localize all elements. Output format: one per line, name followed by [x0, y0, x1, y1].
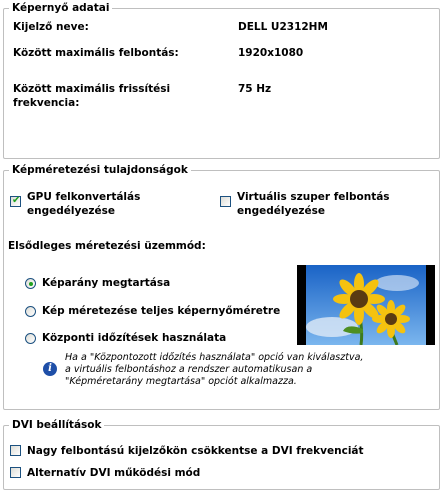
- info-icon: i: [43, 362, 57, 376]
- vsr-checkbox[interactable]: [220, 196, 231, 207]
- alt-dvi-mode-label[interactable]: Alternatív DVI működési mód: [27, 467, 201, 479]
- display-name-value: DELL U2312HM: [238, 21, 328, 33]
- reduce-dvi-frequency-checkbox[interactable]: [10, 445, 21, 456]
- dvi-title: DVI beállítások: [9, 418, 104, 432]
- radio-selected-dot: [29, 282, 33, 286]
- scaling-title: Képméretezési tulajdonságok: [9, 163, 191, 177]
- radio-maintain-aspect[interactable]: [25, 278, 36, 289]
- max-refresh-value: 75 Hz: [238, 83, 272, 95]
- mode-full-panel-label[interactable]: Kép méretezése teljes képernyőméretre: [42, 305, 281, 317]
- vsr-label[interactable]: Virtuális szuper felbontás engedélyezése: [237, 191, 390, 217]
- max-refresh-label: Között maximális frissítési frekvencia:: [13, 83, 171, 109]
- mode-maintain-aspect-label[interactable]: Képarány megtartása: [42, 277, 171, 289]
- max-resolution-value: 1920x1080: [238, 47, 304, 59]
- alt-dvi-mode-checkbox[interactable]: [10, 467, 21, 478]
- gpu-upscale-checkbox[interactable]: [10, 196, 21, 207]
- radio-centered-timings[interactable]: [25, 333, 36, 344]
- check-mark-icon: ✔: [12, 195, 21, 206]
- display-name-label: Kijelző neve:: [13, 21, 89, 33]
- scaling-preview-image: [297, 265, 435, 345]
- max-resolution-label: Között maximális felbontás:: [13, 47, 179, 59]
- scaling-mode-label: Elsődleges méretezési üzemmód:: [8, 240, 206, 252]
- radio-full-panel[interactable]: [25, 306, 36, 317]
- mode-centered-timings-label[interactable]: Központi időzítések használata: [42, 332, 227, 344]
- sunflower-preview-icon: [297, 265, 435, 345]
- gpu-upscale-label[interactable]: GPU felkonvertálás engedélyezése: [27, 191, 141, 217]
- display-data-title: Képernyő adatai: [9, 1, 112, 15]
- reduce-dvi-frequency-label[interactable]: Nagy felbontású kijelzőkön csökkentse a DVI frekvenciát: [27, 445, 364, 457]
- centered-timing-info-text: Ha a "Központozott időzítés használata" opció van kiválasztva, a virtuális felbontáshoz a rendszer automatikusan a "Képméretarány megtartása" opciót alkalmazza.: [65, 352, 364, 387]
